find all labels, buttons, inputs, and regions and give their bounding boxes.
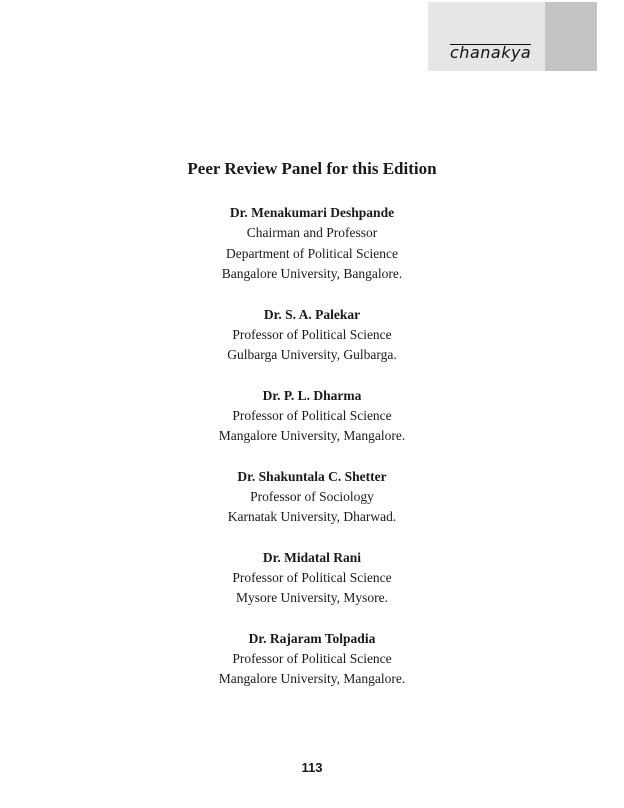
member-affiliation: Karnatak University, Dharwad. [227,509,397,524]
panel-member [0,304,624,366]
chanakya-logo: chanakya [450,43,532,62]
member-name: Dr. S. A. Palekar [263,306,361,322]
member-designation: Professor of Political Science [232,650,392,666]
member-affiliation: Bangalore University, Bangalore. [221,266,403,281]
header-tab-shade [545,2,597,71]
member-department: Department of Political Science [225,245,399,261]
member-name: Dr. Shakuntala C. Shetter [237,468,387,484]
member-name: Dr. Rajaram Tolpadia [248,630,376,646]
panel-member [0,466,624,528]
member-designation: Professor of Political Science [232,569,392,585]
member-name: Dr. P. L. Dharma [262,387,362,403]
member-affiliation: Mangalore University, Mangalore. [218,428,406,443]
member-designation: Professor of Political Science [232,407,392,423]
panel-member [0,202,624,285]
member-affiliation: Mysore University, Mysore. [235,590,389,605]
panel-member [0,628,624,690]
page-number: 113 [301,760,323,775]
member-designation: Professor of Political Science [232,326,392,342]
member-designation: Chairman and Professor [246,225,378,240]
member-name: Dr. Midatal Rani [262,549,362,565]
page-title: Peer Review Panel for this Edition [187,159,437,178]
member-affiliation: Gulbarga University, Gulbarga. [227,347,397,362]
panel-member [0,385,624,447]
panel-member [0,547,624,609]
header-tab [428,2,597,71]
member-designation: Professor of Sociology [250,488,374,504]
member-name: Dr. Menakumari Deshpande [229,205,395,220]
peer-review-panel [0,202,624,709]
member-affiliation: Mangalore University, Mangalore. [218,671,406,686]
